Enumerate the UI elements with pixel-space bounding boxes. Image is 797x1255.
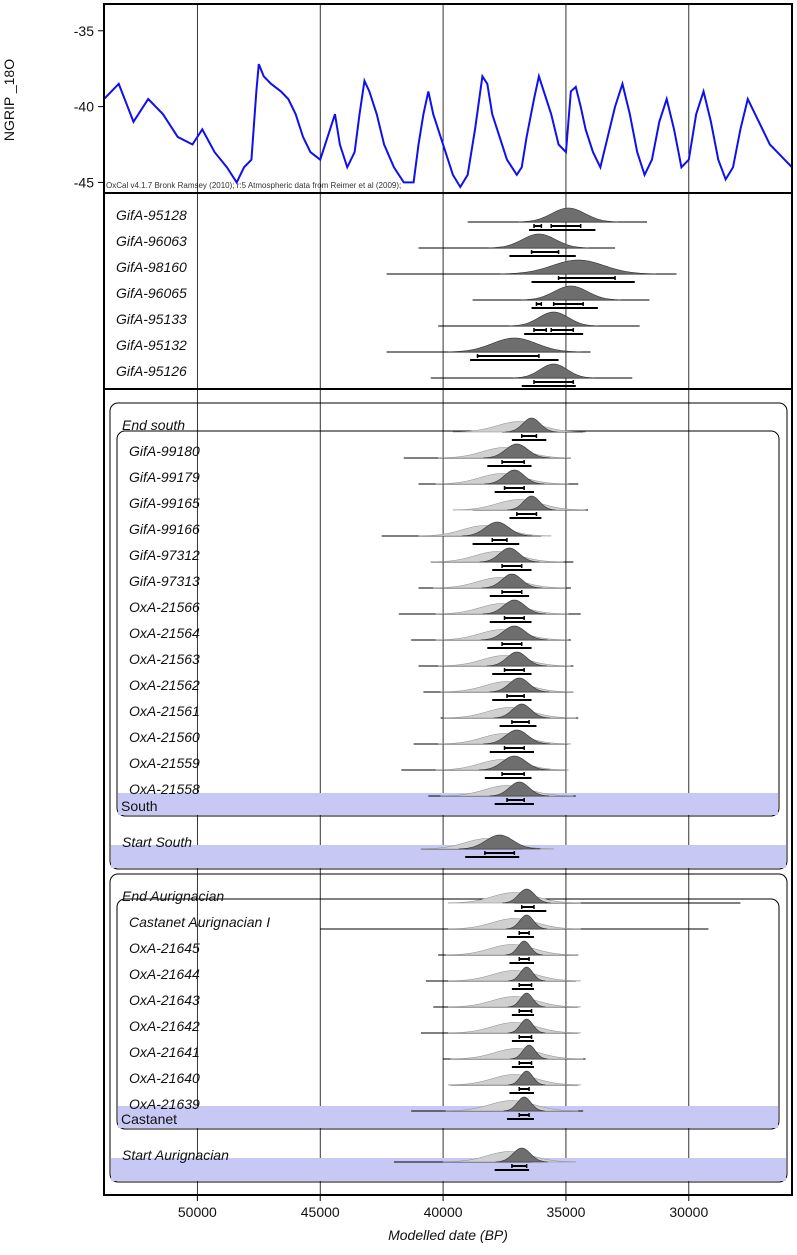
distribution-row xyxy=(116,285,649,308)
row-label: Start Aurignacian xyxy=(122,1147,229,1163)
distribution-row xyxy=(129,547,573,570)
row-label: GifA-99165 xyxy=(129,495,200,511)
row-label: GifA-98160 xyxy=(116,259,187,275)
row-label: OxA-21640 xyxy=(129,1070,200,1086)
climate-tick-label: -45 xyxy=(73,174,94,191)
distribution-row xyxy=(129,469,578,492)
distribution-row xyxy=(129,521,551,544)
row-label: OxA-21566 xyxy=(129,599,200,615)
row-label: OxA-21642 xyxy=(129,1018,200,1034)
row-label: GifA-95132 xyxy=(116,337,187,353)
distribution-row xyxy=(129,651,573,674)
x-axis-label: Modelled date (BP) xyxy=(388,1227,508,1243)
x-tick-label: 30000 xyxy=(669,1204,709,1220)
row-label: GifA-96065 xyxy=(116,285,187,301)
row-label: GifA-99166 xyxy=(129,521,200,537)
distribution-row xyxy=(129,755,568,778)
row-label: OxA-21559 xyxy=(129,755,200,771)
distribution-row xyxy=(116,363,632,386)
posterior-distribution xyxy=(489,234,589,248)
row-label: Castanet Aurignacian I xyxy=(129,914,271,930)
posterior-distribution xyxy=(513,364,594,378)
distribution-row xyxy=(129,914,708,937)
row-label: OxA-21564 xyxy=(129,625,200,641)
row-label: GifA-97312 xyxy=(129,547,200,563)
posterior-distribution xyxy=(519,208,619,222)
distribution-row xyxy=(129,495,588,518)
distribution-row xyxy=(122,417,586,440)
row-label: OxA-21558 xyxy=(129,781,200,797)
x-tick-label: 45000 xyxy=(300,1204,340,1220)
row-label: GifA-96063 xyxy=(116,233,187,249)
distribution-row xyxy=(129,625,571,648)
distribution-row xyxy=(129,573,571,596)
posterior-distribution xyxy=(501,260,656,274)
row-label: GifA-99179 xyxy=(129,469,200,485)
row-label: OxA-21561 xyxy=(129,703,200,719)
x-tick-label: 40000 xyxy=(423,1204,463,1220)
distribution-row xyxy=(129,966,581,989)
phase-band-castanet xyxy=(118,1106,778,1128)
row-label: GifA-97313 xyxy=(129,573,200,589)
distribution-row xyxy=(129,677,573,700)
posterior-distribution xyxy=(448,338,581,352)
distribution-row xyxy=(116,233,615,256)
row-label: GifA-95128 xyxy=(116,207,187,223)
distribution-row xyxy=(129,729,571,752)
distribution-row xyxy=(116,259,677,282)
phase-label-south: South xyxy=(121,798,158,814)
distribution-row xyxy=(129,940,578,963)
phase-label-castanet: Castanet xyxy=(121,1111,178,1127)
credit-text: OxCal v4.1.7 Bronk Ramsey (2010); r:5 Atmospheric data from Reimer et al (2009); xyxy=(106,181,402,190)
climate-y-axis-label: NGRIP _18O xyxy=(1,58,17,142)
row-label: OxA-21643 xyxy=(129,992,200,1008)
distribution-row xyxy=(129,992,581,1015)
posterior-distribution xyxy=(509,312,597,326)
row-label: OxA-21560 xyxy=(129,729,200,745)
row-label: OxA-21644 xyxy=(129,966,200,982)
posterior-distribution xyxy=(521,286,621,300)
x-tick-label: 35000 xyxy=(546,1204,586,1220)
x-tick-label: 50000 xyxy=(177,1204,217,1220)
phase-box-castanet-inner xyxy=(117,899,779,1129)
row-label: Start South xyxy=(122,834,193,850)
distribution-row xyxy=(129,1070,581,1093)
distribution-row xyxy=(116,207,647,230)
climate-tick-label: -35 xyxy=(73,22,94,39)
row-label: OxA-21563 xyxy=(129,651,200,667)
distribution-row xyxy=(129,599,581,622)
row-label: End south xyxy=(122,417,186,433)
distribution-row xyxy=(129,703,578,726)
distribution-row xyxy=(129,443,571,466)
phase-box-south-inner xyxy=(117,431,779,816)
row-label: GifA-95126 xyxy=(116,363,187,379)
distribution-row xyxy=(129,1018,581,1041)
row-label: OxA-21562 xyxy=(129,677,200,693)
distribution-row xyxy=(116,337,591,360)
row-label: GifA-99180 xyxy=(129,443,200,459)
row-label: GifA-95133 xyxy=(116,311,187,327)
row-label: End Aurignacian xyxy=(122,888,225,904)
distribution-row xyxy=(116,311,640,334)
row-label: OxA-21645 xyxy=(129,940,200,956)
row-label: OxA-21641 xyxy=(129,1044,200,1060)
climate-tick-label: -40 xyxy=(73,98,94,115)
row-label: OxA-21639 xyxy=(129,1096,200,1112)
